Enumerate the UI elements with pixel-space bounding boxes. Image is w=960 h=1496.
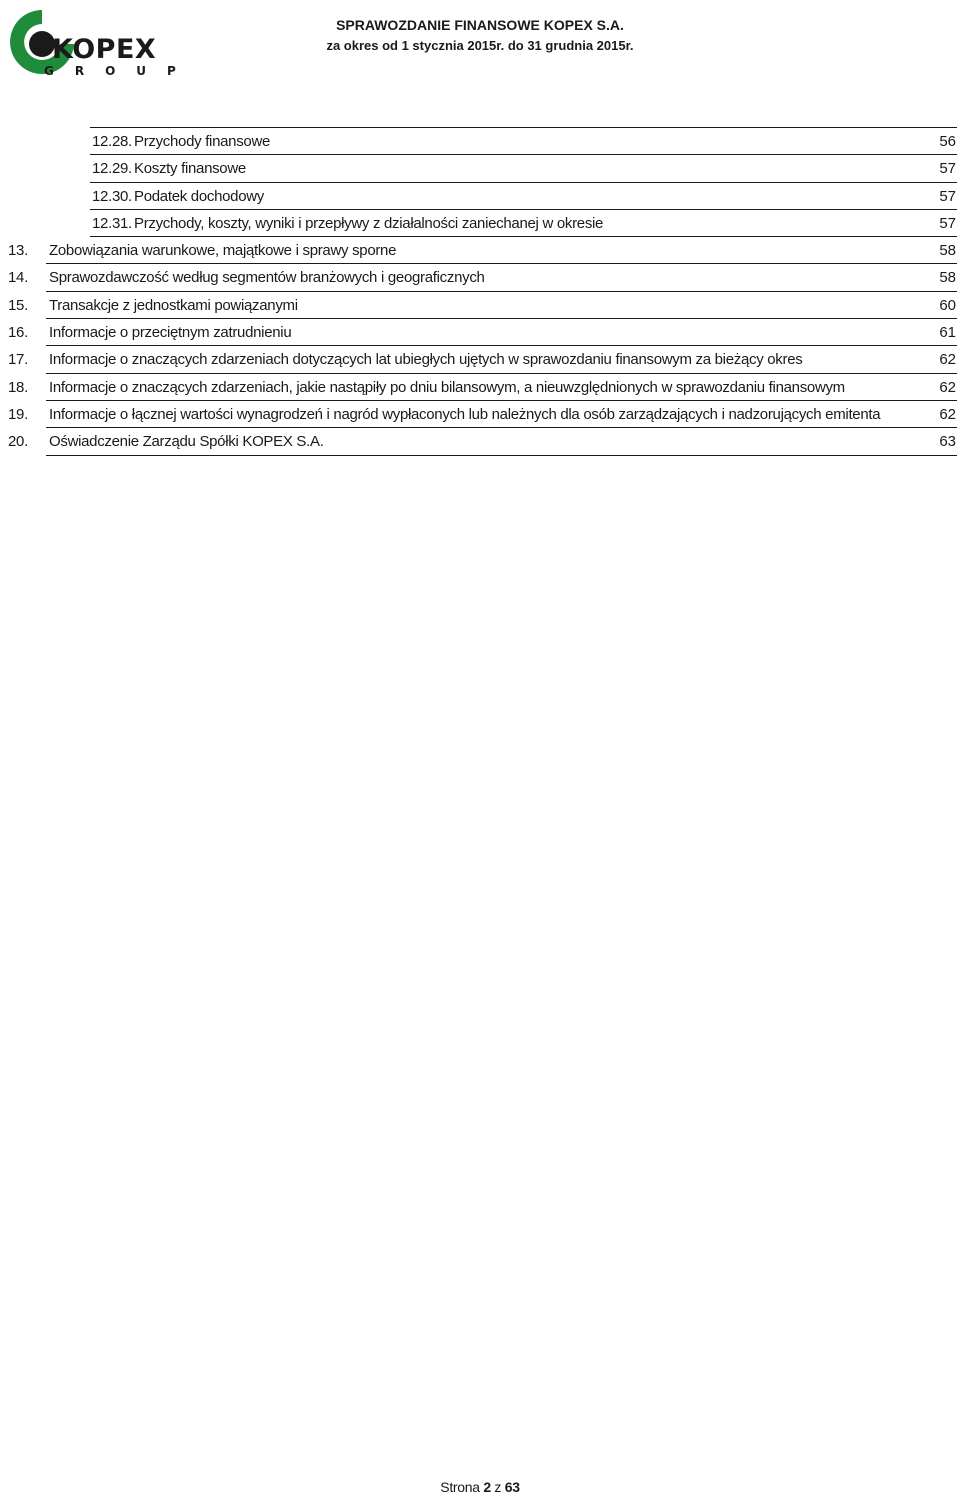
toc-page-number: 62 [939, 378, 956, 396]
footer-total-pages: 63 [504, 1479, 520, 1495]
toc-row[interactable] [0, 319, 960, 346]
toc-number: 14. [8, 269, 28, 287]
report-period: za okres od 1 stycznia 2015r. do 31 grudnia 2015r. [326, 38, 634, 53]
toc-row[interactable] [0, 401, 960, 428]
toc-page-number: 57 [939, 214, 956, 232]
footer-of: z [494, 1479, 502, 1495]
toc-number: 18. [8, 378, 28, 396]
toc-row[interactable] [0, 374, 960, 401]
toc-label: Zobowiązania warunkowe, majątkowe i sprawy sporne [49, 242, 397, 260]
toc-page-number: 58 [939, 242, 956, 260]
toc-number: 17. [8, 351, 28, 369]
toc-label: Oświadczenie Zarządu Spółki KOPEX S.A. [49, 433, 324, 451]
toc-rule [46, 455, 957, 456]
svg-text:KOPEX: KOPEX [52, 34, 157, 65]
toc-number: 20. [8, 433, 28, 451]
toc-row[interactable] [0, 128, 960, 155]
toc-row[interactable] [0, 155, 960, 182]
toc-number: 13. [8, 242, 28, 260]
footer-prefix: Strona [440, 1479, 480, 1495]
page-footer [0, 1479, 960, 1495]
toc-page-number: 57 [939, 187, 956, 205]
toc-page-number: 57 [939, 160, 956, 178]
toc-row[interactable] [0, 183, 960, 210]
toc-row[interactable] [0, 292, 960, 319]
toc-label: Podatek dochodowy [134, 187, 264, 205]
toc-row[interactable] [0, 237, 960, 264]
toc-page-number: 56 [939, 133, 956, 150]
toc-row[interactable] [0, 210, 960, 237]
toc-number: 12.28. [92, 133, 132, 150]
toc-label: Informacje o łącznej wartości wynagrodzeń i nagród wypłaconych lub należnych dla osób zarządzających i nadzorujących emitenta [49, 405, 881, 423]
toc-row[interactable] [0, 428, 960, 455]
toc-label: Informacje o znaczących zdarzeniach, jakie nastąpiły po dniu bilansowym, a nieuwzględnionych w sprawozdaniu finansowym [49, 378, 845, 396]
toc-page-number: 61 [939, 324, 956, 342]
toc-number: 12.29. [92, 160, 132, 178]
toc-page-number: 58 [939, 269, 956, 287]
toc-number: 16. [8, 324, 28, 342]
toc-label: Sprawozdawczość według segmentów branżowych i geograficznych [49, 269, 485, 287]
toc-page-number: 62 [939, 405, 956, 423]
toc-number: 12.31. [92, 214, 132, 232]
toc-label: Przychody finansowe [134, 133, 271, 150]
toc-page-number: 63 [939, 433, 956, 451]
report-title: SPRAWOZDANIE FINANSOWE KOPEX S.A. [336, 17, 624, 33]
toc-row[interactable] [0, 346, 960, 373]
footer-current-page: 2 [483, 1479, 491, 1495]
toc-label: Informacje o przeciętnym zatrudnieniu [49, 324, 292, 342]
toc-row[interactable] [0, 264, 960, 291]
toc-label: Transakcje z jednostkami powiązanymi [49, 296, 298, 314]
toc-page-number: 60 [939, 296, 956, 314]
toc-number: 19. [8, 405, 28, 423]
table-of-contents [0, 128, 960, 456]
toc-label: Informacje o znaczących zdarzeniach dotyczących lat ubiegłych ujętych w sprawozdaniu finansowym za bieżący okres [49, 351, 803, 369]
toc-label: Przychody, koszty, wyniki i przepływy z działalności zaniechanej w okresie [134, 214, 604, 232]
toc-label: Koszty finansowe [134, 160, 246, 178]
toc-number: 12.30. [92, 187, 132, 205]
toc-number: 15. [8, 296, 28, 314]
toc-page-number: 62 [939, 351, 956, 369]
svg-text:GROUP: GROUP [44, 64, 197, 78]
